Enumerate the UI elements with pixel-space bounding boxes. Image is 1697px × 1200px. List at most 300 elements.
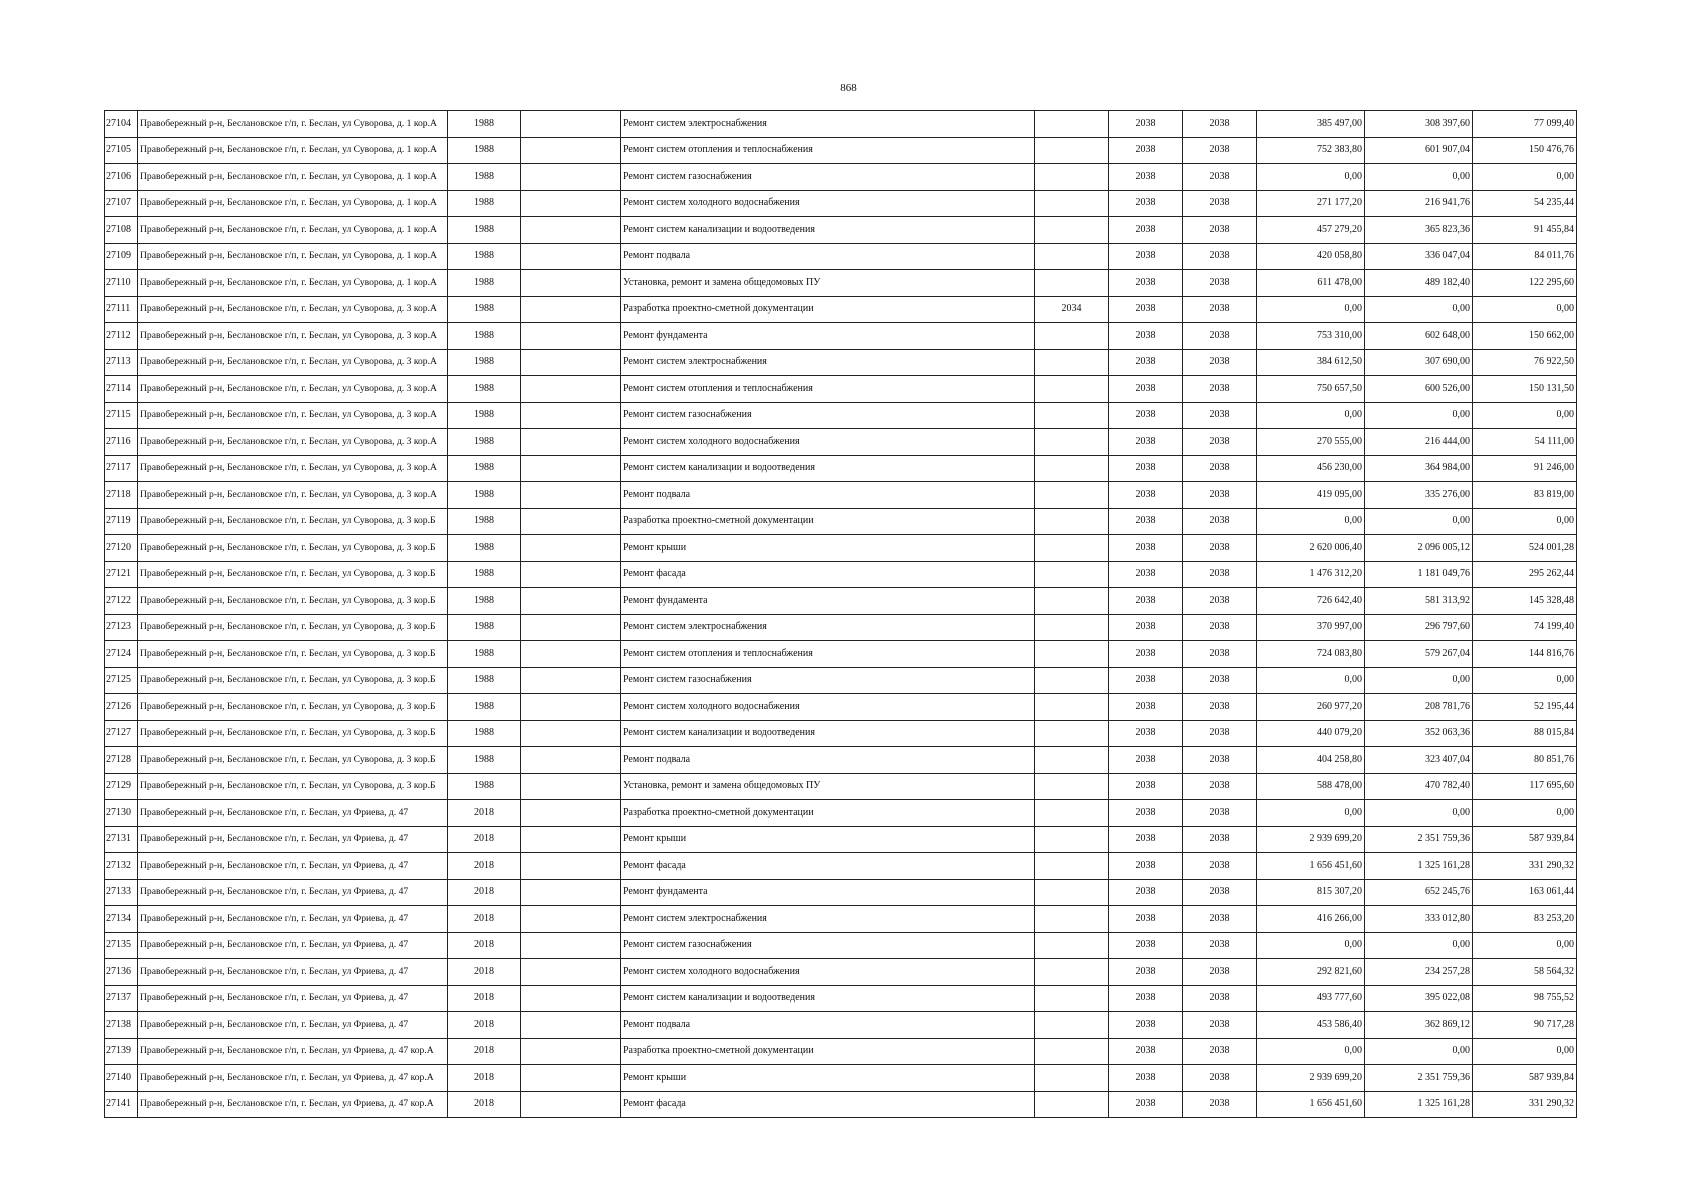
fund-cost-cell: 600 526,00: [1365, 376, 1473, 403]
fund-cost-cell: 333 012,80: [1365, 906, 1473, 933]
table-row: [105, 588, 1577, 615]
work-type-cell: Ремонт фасада: [621, 561, 1035, 588]
start-year-cell: 2038: [1109, 508, 1183, 535]
total-cost-cell: 271 177,20: [1257, 190, 1365, 217]
row-number: 27123: [105, 614, 138, 641]
start-year-cell: 2038: [1109, 667, 1183, 694]
work-type-cell: Ремонт фасада: [621, 1091, 1035, 1118]
blank-cell: [521, 1038, 621, 1065]
end-year-cell: 2038: [1183, 694, 1257, 721]
end-year-cell: 2038: [1183, 800, 1257, 827]
address-cell: Правобережный р-н, Беслановское г/п, г. Беслан, ул Суворова, д. 3 кор.А: [138, 349, 448, 376]
start-year-cell: 2038: [1109, 482, 1183, 509]
blank-cell: [521, 508, 621, 535]
address-cell: Правобережный р-н, Беслановское г/п, г. Беслан, ул Фриева, д. 47: [138, 879, 448, 906]
plan-year-cell: [1035, 985, 1109, 1012]
end-year-cell: 2038: [1183, 402, 1257, 429]
end-year-cell: 2038: [1183, 1091, 1257, 1118]
blank-cell: [521, 376, 621, 403]
total-cost-cell: 2 939 699,20: [1257, 826, 1365, 853]
row-number: 27122: [105, 588, 138, 615]
row-number: 27108: [105, 217, 138, 244]
table-row: [105, 190, 1577, 217]
table-body: [105, 111, 1577, 1118]
table-row: [105, 270, 1577, 297]
start-year-cell: 2038: [1109, 641, 1183, 668]
other-cost-cell: 295 262,44: [1473, 561, 1577, 588]
year-built-cell: 1988: [448, 270, 521, 297]
work-type-cell: Ремонт подвала: [621, 1012, 1035, 1039]
end-year-cell: 2038: [1183, 853, 1257, 880]
start-year-cell: 2038: [1109, 376, 1183, 403]
work-type-cell: Установка, ремонт и замена общедомовых ПУ: [621, 773, 1035, 800]
total-cost-cell: 0,00: [1257, 667, 1365, 694]
fund-cost-cell: 602 648,00: [1365, 323, 1473, 350]
table-row: [105, 137, 1577, 164]
fund-cost-cell: 365 823,36: [1365, 217, 1473, 244]
plan-year-cell: [1035, 853, 1109, 880]
row-number: 27104: [105, 111, 138, 138]
end-year-cell: 2038: [1183, 164, 1257, 191]
work-type-cell: Ремонт систем холодного водоснабжения: [621, 959, 1035, 986]
total-cost-cell: 0,00: [1257, 932, 1365, 959]
work-type-cell: Ремонт систем газоснабжения: [621, 164, 1035, 191]
plan-year-cell: [1035, 508, 1109, 535]
table-row: [105, 694, 1577, 721]
work-type-cell: Ремонт подвала: [621, 243, 1035, 270]
start-year-cell: 2038: [1109, 800, 1183, 827]
address-cell: Правобережный р-н, Беслановское г/п, г. Беслан, ул Суворова, д. 3 кор.А: [138, 376, 448, 403]
blank-cell: [521, 694, 621, 721]
plan-year-cell: [1035, 349, 1109, 376]
year-built-cell: 2018: [448, 985, 521, 1012]
blank-cell: [521, 826, 621, 853]
blank-cell: [521, 747, 621, 774]
plan-year-cell: [1035, 111, 1109, 138]
fund-cost-cell: 323 407,04: [1365, 747, 1473, 774]
other-cost-cell: 0,00: [1473, 667, 1577, 694]
total-cost-cell: 753 310,00: [1257, 323, 1365, 350]
start-year-cell: 2038: [1109, 588, 1183, 615]
start-year-cell: 2038: [1109, 1012, 1183, 1039]
total-cost-cell: 370 997,00: [1257, 614, 1365, 641]
end-year-cell: 2038: [1183, 482, 1257, 509]
end-year-cell: 2038: [1183, 429, 1257, 456]
fund-cost-cell: 308 397,60: [1365, 111, 1473, 138]
work-type-cell: Ремонт крыши: [621, 826, 1035, 853]
end-year-cell: 2038: [1183, 508, 1257, 535]
plan-year-cell: [1035, 164, 1109, 191]
address-cell: Правобережный р-н, Беслановское г/п, г. Беслан, ул Фриева, д. 47 кор.А: [138, 1065, 448, 1092]
address-cell: Правобережный р-н, Беслановское г/п, г. Беслан, ул Суворова, д. 3 кор.Б: [138, 773, 448, 800]
other-cost-cell: 587 939,84: [1473, 1065, 1577, 1092]
work-type-cell: Ремонт систем канализации и водоотведения: [621, 455, 1035, 482]
end-year-cell: 2038: [1183, 667, 1257, 694]
year-built-cell: 1988: [448, 482, 521, 509]
start-year-cell: 2038: [1109, 164, 1183, 191]
start-year-cell: 2038: [1109, 190, 1183, 217]
plan-year-cell: [1035, 641, 1109, 668]
year-built-cell: 2018: [448, 853, 521, 880]
blank-cell: [521, 1065, 621, 1092]
fund-cost-cell: 1 325 161,28: [1365, 1091, 1473, 1118]
work-type-cell: Ремонт фундамента: [621, 879, 1035, 906]
address-cell: Правобережный р-н, Беслановское г/п, г. Беслан, ул Суворова, д. 3 кор.Б: [138, 694, 448, 721]
plan-year-cell: [1035, 270, 1109, 297]
end-year-cell: 2038: [1183, 349, 1257, 376]
address-cell: Правобережный р-н, Беслановское г/п, г. Беслан, ул Суворова, д. 3 кор.А: [138, 323, 448, 350]
blank-cell: [521, 111, 621, 138]
end-year-cell: 2038: [1183, 906, 1257, 933]
total-cost-cell: 260 977,20: [1257, 694, 1365, 721]
fund-cost-cell: 362 869,12: [1365, 1012, 1473, 1039]
address-cell: Правобережный р-н, Беслановское г/п, г. Беслан, ул Суворова, д. 3 кор.А: [138, 429, 448, 456]
year-built-cell: 2018: [448, 1038, 521, 1065]
other-cost-cell: 84 011,76: [1473, 243, 1577, 270]
total-cost-cell: 420 058,80: [1257, 243, 1365, 270]
row-number: 27118: [105, 482, 138, 509]
address-cell: Правобережный р-н, Беслановское г/п, г. Беслан, ул Фриева, д. 47: [138, 959, 448, 986]
table-row: [105, 985, 1577, 1012]
fund-cost-cell: 335 276,00: [1365, 482, 1473, 509]
plan-year-cell: [1035, 694, 1109, 721]
start-year-cell: 2038: [1109, 826, 1183, 853]
work-type-cell: Разработка проектно-сметной документации: [621, 800, 1035, 827]
plan-year-cell: [1035, 429, 1109, 456]
row-number: 27107: [105, 190, 138, 217]
table-row: [105, 296, 1577, 323]
table-row: [105, 773, 1577, 800]
end-year-cell: 2038: [1183, 614, 1257, 641]
blank-cell: [521, 243, 621, 270]
end-year-cell: 2038: [1183, 1065, 1257, 1092]
address-cell: Правобережный р-н, Беслановское г/п, г. Беслан, ул Фриева, д. 47 кор.А: [138, 1091, 448, 1118]
address-cell: Правобережный р-н, Беслановское г/п, г. Беслан, ул Суворова, д. 3 кор.А: [138, 482, 448, 509]
start-year-cell: 2038: [1109, 959, 1183, 986]
total-cost-cell: 493 777,60: [1257, 985, 1365, 1012]
other-cost-cell: 145 328,48: [1473, 588, 1577, 615]
table-row: [105, 800, 1577, 827]
total-cost-cell: 750 657,50: [1257, 376, 1365, 403]
start-year-cell: 2038: [1109, 614, 1183, 641]
table-row: [105, 164, 1577, 191]
fund-cost-cell: 336 047,04: [1365, 243, 1473, 270]
plan-year-cell: [1035, 535, 1109, 562]
start-year-cell: 2038: [1109, 429, 1183, 456]
end-year-cell: 2038: [1183, 270, 1257, 297]
end-year-cell: 2038: [1183, 959, 1257, 986]
end-year-cell: 2038: [1183, 588, 1257, 615]
total-cost-cell: 611 478,00: [1257, 270, 1365, 297]
total-cost-cell: 384 612,50: [1257, 349, 1365, 376]
year-built-cell: 1988: [448, 588, 521, 615]
blank-cell: [521, 773, 621, 800]
start-year-cell: 2038: [1109, 932, 1183, 959]
year-built-cell: 1988: [448, 111, 521, 138]
address-cell: Правобережный р-н, Беслановское г/п, г. Беслан, ул Суворова, д. 1 кор.А: [138, 217, 448, 244]
other-cost-cell: 0,00: [1473, 1038, 1577, 1065]
plan-year-cell: [1035, 217, 1109, 244]
year-built-cell: 1988: [448, 323, 521, 350]
address-cell: Правобережный р-н, Беслановское г/п, г. Беслан, ул Суворова, д. 3 кор.Б: [138, 747, 448, 774]
row-number: 27110: [105, 270, 138, 297]
year-built-cell: 1988: [448, 402, 521, 429]
start-year-cell: 2038: [1109, 1065, 1183, 1092]
blank-cell: [521, 932, 621, 959]
start-year-cell: 2038: [1109, 747, 1183, 774]
blank-cell: [521, 1012, 621, 1039]
row-number: 27106: [105, 164, 138, 191]
row-number: 27105: [105, 137, 138, 164]
row-number: 27125: [105, 667, 138, 694]
total-cost-cell: 453 586,40: [1257, 1012, 1365, 1039]
row-number: 27141: [105, 1091, 138, 1118]
start-year-cell: 2038: [1109, 349, 1183, 376]
table-row: [105, 747, 1577, 774]
address-cell: Правобережный р-н, Беслановское г/п, г. Беслан, ул Суворова, д. 3 кор.Б: [138, 535, 448, 562]
end-year-cell: 2038: [1183, 561, 1257, 588]
row-number: 27119: [105, 508, 138, 535]
fund-cost-cell: 0,00: [1365, 932, 1473, 959]
address-cell: Правобережный р-н, Беслановское г/п, г. Беслан, ул Суворова, д. 3 кор.А: [138, 402, 448, 429]
other-cost-cell: 98 755,52: [1473, 985, 1577, 1012]
end-year-cell: 2038: [1183, 1038, 1257, 1065]
plan-year-cell: [1035, 800, 1109, 827]
other-cost-cell: 91 246,00: [1473, 455, 1577, 482]
total-cost-cell: 0,00: [1257, 800, 1365, 827]
blank-cell: [521, 270, 621, 297]
total-cost-cell: 1 656 451,60: [1257, 853, 1365, 880]
year-built-cell: 2018: [448, 826, 521, 853]
row-number: 27117: [105, 455, 138, 482]
blank-cell: [521, 190, 621, 217]
end-year-cell: 2038: [1183, 376, 1257, 403]
work-type-cell: Ремонт подвала: [621, 482, 1035, 509]
table-row: [105, 482, 1577, 509]
plan-year-cell: [1035, 323, 1109, 350]
year-built-cell: 1988: [448, 164, 521, 191]
blank-cell: [521, 296, 621, 323]
address-cell: Правобережный р-н, Беслановское г/п, г. Беслан, ул Суворова, д. 3 кор.Б: [138, 614, 448, 641]
total-cost-cell: 0,00: [1257, 164, 1365, 191]
end-year-cell: 2038: [1183, 932, 1257, 959]
other-cost-cell: 150 131,50: [1473, 376, 1577, 403]
work-type-cell: Ремонт систем электроснабжения: [621, 349, 1035, 376]
work-type-cell: Разработка проектно-сметной документации: [621, 508, 1035, 535]
year-built-cell: 1988: [448, 243, 521, 270]
table-row: [105, 111, 1577, 138]
other-cost-cell: 90 717,28: [1473, 1012, 1577, 1039]
total-cost-cell: 0,00: [1257, 1038, 1365, 1065]
blank-cell: [521, 667, 621, 694]
end-year-cell: 2038: [1183, 455, 1257, 482]
blank-cell: [521, 641, 621, 668]
fund-cost-cell: 0,00: [1365, 164, 1473, 191]
fund-cost-cell: 395 022,08: [1365, 985, 1473, 1012]
table-row: [105, 614, 1577, 641]
end-year-cell: 2038: [1183, 879, 1257, 906]
blank-cell: [521, 482, 621, 509]
total-cost-cell: 2 620 006,40: [1257, 535, 1365, 562]
work-type-cell: Ремонт систем электроснабжения: [621, 111, 1035, 138]
other-cost-cell: 0,00: [1473, 296, 1577, 323]
total-cost-cell: 726 642,40: [1257, 588, 1365, 615]
year-built-cell: 2018: [448, 879, 521, 906]
row-number: 27112: [105, 323, 138, 350]
fund-cost-cell: 0,00: [1365, 402, 1473, 429]
start-year-cell: 2038: [1109, 217, 1183, 244]
year-built-cell: 1988: [448, 535, 521, 562]
work-type-cell: Ремонт систем канализации и водоотведения: [621, 985, 1035, 1012]
row-number: 27129: [105, 773, 138, 800]
work-type-cell: Разработка проектно-сметной документации: [621, 296, 1035, 323]
fund-cost-cell: 489 182,40: [1365, 270, 1473, 297]
year-built-cell: 2018: [448, 1012, 521, 1039]
table-row: [105, 1091, 1577, 1118]
fund-cost-cell: 352 063,36: [1365, 720, 1473, 747]
other-cost-cell: 83 819,00: [1473, 482, 1577, 509]
blank-cell: [521, 720, 621, 747]
year-built-cell: 1988: [448, 667, 521, 694]
address-cell: Правобережный р-н, Беслановское г/п, г. Беслан, ул Суворова, д. 3 кор.А: [138, 296, 448, 323]
fund-cost-cell: 0,00: [1365, 508, 1473, 535]
row-number: 27133: [105, 879, 138, 906]
fund-cost-cell: 579 267,04: [1365, 641, 1473, 668]
row-number: 27124: [105, 641, 138, 668]
row-number: 27121: [105, 561, 138, 588]
table-row: [105, 667, 1577, 694]
end-year-cell: 2038: [1183, 1012, 1257, 1039]
other-cost-cell: 54 111,00: [1473, 429, 1577, 456]
year-built-cell: 2018: [448, 906, 521, 933]
work-type-cell: Ремонт систем отопления и теплоснабжения: [621, 376, 1035, 403]
end-year-cell: 2038: [1183, 985, 1257, 1012]
year-built-cell: 1988: [448, 349, 521, 376]
row-number: 27120: [105, 535, 138, 562]
total-cost-cell: 1 656 451,60: [1257, 1091, 1365, 1118]
blank-cell: [521, 906, 621, 933]
other-cost-cell: 74 199,40: [1473, 614, 1577, 641]
plan-year-cell: [1035, 1065, 1109, 1092]
other-cost-cell: 0,00: [1473, 402, 1577, 429]
address-cell: Правобережный р-н, Беслановское г/п, г. Беслан, ул Суворова, д. 1 кор.А: [138, 164, 448, 191]
start-year-cell: 2038: [1109, 323, 1183, 350]
other-cost-cell: 91 455,84: [1473, 217, 1577, 244]
year-built-cell: 2018: [448, 1065, 521, 1092]
total-cost-cell: 0,00: [1257, 402, 1365, 429]
other-cost-cell: 0,00: [1473, 508, 1577, 535]
row-number: 27130: [105, 800, 138, 827]
other-cost-cell: 0,00: [1473, 800, 1577, 827]
fund-cost-cell: 307 690,00: [1365, 349, 1473, 376]
other-cost-cell: 0,00: [1473, 932, 1577, 959]
other-cost-cell: 163 061,44: [1473, 879, 1577, 906]
start-year-cell: 2038: [1109, 720, 1183, 747]
plan-year-cell: [1035, 482, 1109, 509]
plan-year-cell: [1035, 667, 1109, 694]
row-number: 27127: [105, 720, 138, 747]
fund-cost-cell: 0,00: [1365, 1038, 1473, 1065]
plan-year-cell: [1035, 455, 1109, 482]
row-number: 27132: [105, 853, 138, 880]
year-built-cell: 1988: [448, 773, 521, 800]
other-cost-cell: 83 253,20: [1473, 906, 1577, 933]
plan-year-cell: [1035, 720, 1109, 747]
fund-cost-cell: 216 941,76: [1365, 190, 1473, 217]
total-cost-cell: 440 079,20: [1257, 720, 1365, 747]
address-cell: Правобережный р-н, Беслановское г/п, г. Беслан, ул Фриева, д. 47: [138, 826, 448, 853]
row-number: 27135: [105, 932, 138, 959]
blank-cell: [521, 588, 621, 615]
row-number: 27111: [105, 296, 138, 323]
plan-year-cell: [1035, 588, 1109, 615]
other-cost-cell: 54 235,44: [1473, 190, 1577, 217]
total-cost-cell: 270 555,00: [1257, 429, 1365, 456]
address-cell: Правобережный р-н, Беслановское г/п, г. Беслан, ул Суворова, д. 1 кор.А: [138, 243, 448, 270]
address-cell: Правобережный р-н, Беслановское г/п, г. Беслан, ул Фриева, д. 47: [138, 1012, 448, 1039]
plan-year-cell: [1035, 137, 1109, 164]
blank-cell: [521, 561, 621, 588]
year-built-cell: 1988: [448, 694, 521, 721]
work-type-cell: Ремонт крыши: [621, 1065, 1035, 1092]
total-cost-cell: 588 478,00: [1257, 773, 1365, 800]
address-cell: Правобережный р-н, Беслановское г/п, г. Беслан, ул Суворова, д. 3 кор.Б: [138, 508, 448, 535]
year-built-cell: 1988: [448, 455, 521, 482]
start-year-cell: 2038: [1109, 137, 1183, 164]
blank-cell: [521, 349, 621, 376]
address-cell: Правобережный р-н, Беслановское г/п, г. Беслан, ул Фриева, д. 47: [138, 853, 448, 880]
fund-cost-cell: 364 984,00: [1365, 455, 1473, 482]
row-number: 27109: [105, 243, 138, 270]
plan-year-cell: [1035, 402, 1109, 429]
plan-year-cell: [1035, 747, 1109, 774]
end-year-cell: 2038: [1183, 641, 1257, 668]
other-cost-cell: 58 564,32: [1473, 959, 1577, 986]
work-type-cell: Ремонт систем электроснабжения: [621, 614, 1035, 641]
year-built-cell: 1988: [448, 720, 521, 747]
start-year-cell: 2038: [1109, 694, 1183, 721]
row-number: 27128: [105, 747, 138, 774]
work-type-cell: Ремонт систем газоснабжения: [621, 932, 1035, 959]
address-cell: Правобережный р-н, Беслановское г/п, г. Беслан, ул Суворова, д. 3 кор.А: [138, 455, 448, 482]
other-cost-cell: 77 099,40: [1473, 111, 1577, 138]
start-year-cell: 2038: [1109, 111, 1183, 138]
address-cell: Правобережный р-н, Беслановское г/п, г. Беслан, ул Суворова, д. 1 кор.А: [138, 190, 448, 217]
blank-cell: [521, 800, 621, 827]
other-cost-cell: 144 816,76: [1473, 641, 1577, 668]
table-row: [105, 906, 1577, 933]
work-type-cell: Ремонт систем отопления и теплоснабжения: [621, 641, 1035, 668]
plan-year-cell: [1035, 1038, 1109, 1065]
address-cell: Правобережный р-н, Беслановское г/п, г. Беслан, ул Суворова, д. 3 кор.Б: [138, 588, 448, 615]
start-year-cell: 2038: [1109, 1091, 1183, 1118]
fund-cost-cell: 1 181 049,76: [1365, 561, 1473, 588]
fund-cost-cell: 1 325 161,28: [1365, 853, 1473, 880]
address-cell: Правобережный р-н, Беслановское г/п, г. Беслан, ул Суворова, д. 1 кор.А: [138, 137, 448, 164]
start-year-cell: 2038: [1109, 906, 1183, 933]
work-type-cell: Установка, ремонт и замена общедомовых ПУ: [621, 270, 1035, 297]
table-row: [105, 243, 1577, 270]
start-year-cell: 2038: [1109, 1038, 1183, 1065]
blank-cell: [521, 614, 621, 641]
address-cell: Правобережный р-н, Беслановское г/п, г. Беслан, ул Суворова, д. 3 кор.Б: [138, 641, 448, 668]
work-type-cell: Ремонт систем электроснабжения: [621, 906, 1035, 933]
total-cost-cell: 815 307,20: [1257, 879, 1365, 906]
work-type-cell: Ремонт фасада: [621, 853, 1035, 880]
table-row: [105, 535, 1577, 562]
end-year-cell: 2038: [1183, 323, 1257, 350]
end-year-cell: 2038: [1183, 190, 1257, 217]
